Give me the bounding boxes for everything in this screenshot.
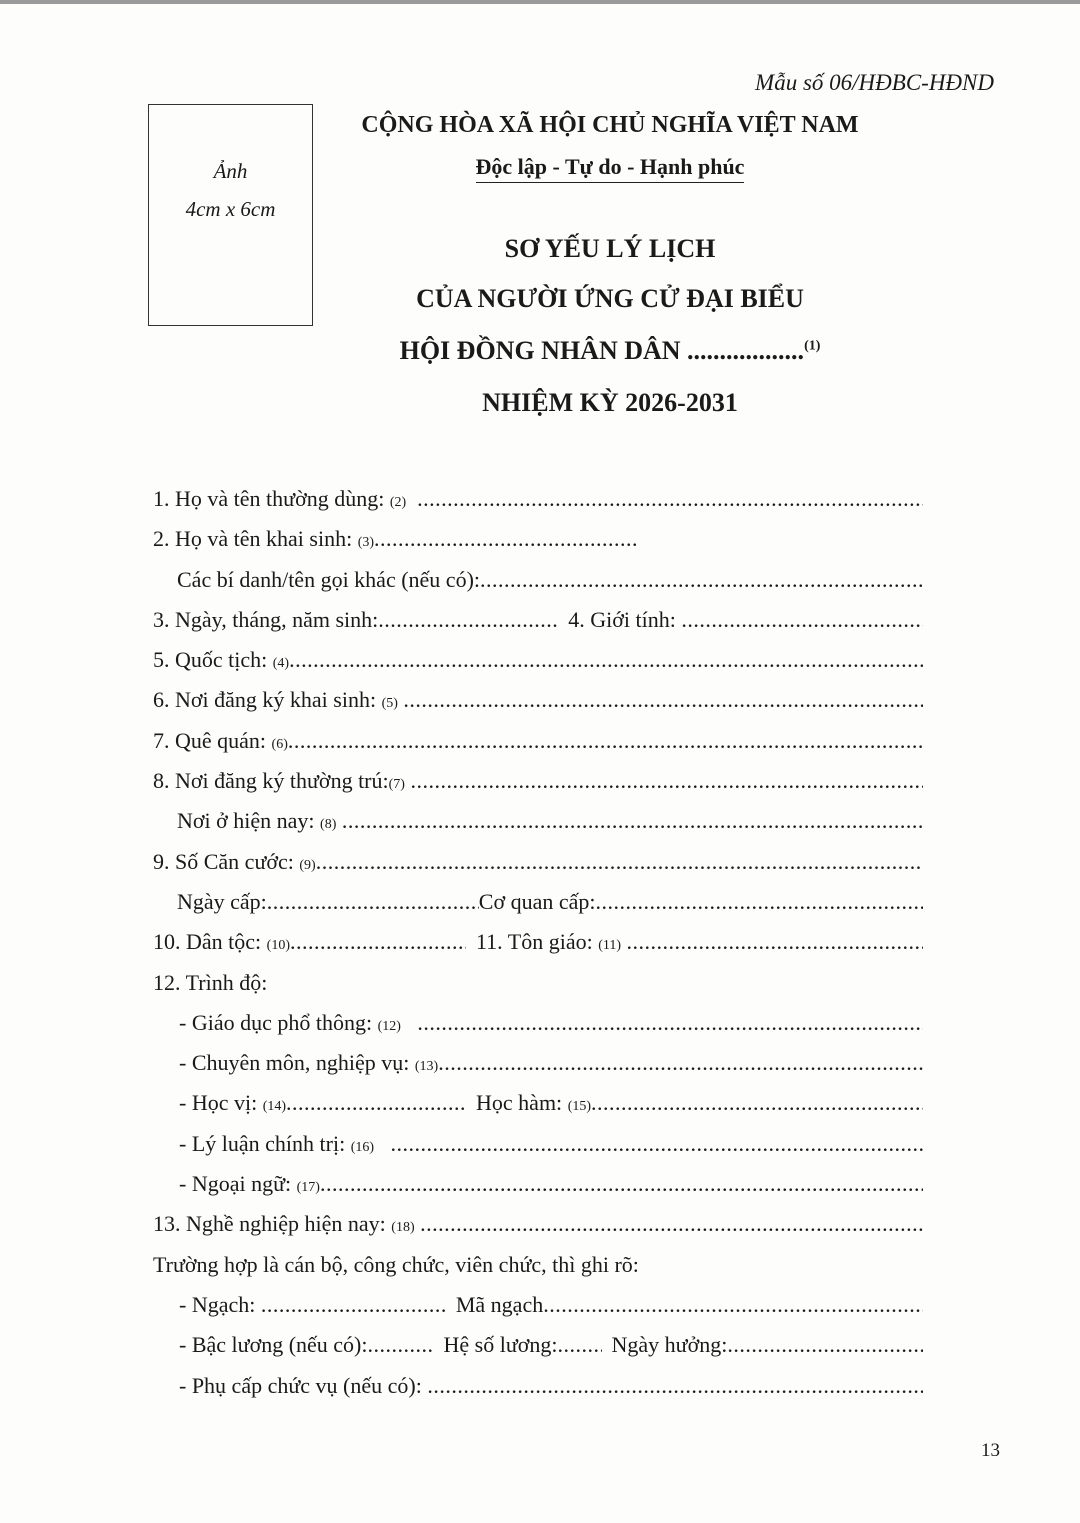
footnote-ref: (1) (804, 338, 821, 354)
field-birth-name: 2. Họ và tên khai sinh: (3) ..... (153, 526, 923, 566)
fill-line[interactable] (427, 1373, 923, 1399)
field-birth-registration: 6. Nơi đăng ký khai sinh: (5) ..... (153, 687, 923, 727)
fill-line[interactable] (591, 1090, 923, 1116)
field-common-name: 1. Họ và tên thường dùng: (2) ..... (153, 486, 923, 526)
salary-coef-label: Hệ số lương: (443, 1332, 558, 1358)
fill-line[interactable] (420, 1211, 923, 1237)
motto (300, 154, 920, 180)
fill-line[interactable] (289, 647, 923, 673)
academic-title-label: Học hàm: (476, 1090, 563, 1116)
fill-line[interactable] (596, 889, 923, 915)
field-nationality: 5. Quốc tịch: (4) ..... (153, 647, 923, 687)
issuer-label: Cơ quan cấp: (478, 888, 596, 914)
fill-line[interactable] (627, 929, 923, 955)
field-degree: - Học vị: (14) ..... Học hàm: (15) ..... (153, 1090, 923, 1130)
fill-line[interactable] (368, 1332, 434, 1358)
fill-line[interactable] (378, 607, 558, 633)
fill-line[interactable] (391, 1131, 923, 1157)
fill-line[interactable] (480, 567, 923, 593)
field-permanent-residence: 8. Nơi đăng ký thường trú: (7) ..... (153, 768, 923, 808)
field-civil-servant-note: Trường hợp là cán bộ, công chức, viên chức, thì ghi rõ: (153, 1251, 639, 1277)
field-professional: - Chuyên môn, nghiệp vụ: (13) ..... (153, 1050, 923, 1090)
fill-line[interactable] (374, 526, 639, 552)
effective-date-label: Ngày hưởng: (611, 1332, 728, 1358)
field-education-heading: 12. Trình độ: (153, 969, 268, 995)
photo-placeholder (148, 104, 313, 326)
fill-line[interactable] (320, 1171, 923, 1197)
doc-title-3 (300, 336, 920, 366)
doc-title-3-text: HỘI ĐỒNG NHÂN DÂN .................. (399, 336, 805, 365)
field-current-residence: Nơi ở hiện nay: (8) ..... (153, 808, 923, 848)
field-salary: - Bậc lương (nếu có): ..... Hệ số lương: ..... Ngày hưởng: ..... (153, 1332, 923, 1372)
fill-line[interactable] (286, 1090, 466, 1116)
field-aliases: Các bí danh/tên gọi khác (nếu có): ..... (153, 567, 923, 607)
nation-heading: CỘNG HÒA XÃ HỘI CHỦ NGHĨA VIỆT NAM (361, 112, 859, 138)
doc-title-4: NHIỆM KỲ 2026-2031 (482, 388, 738, 417)
fill-line[interactable] (410, 768, 923, 794)
fill-line[interactable] (288, 728, 923, 754)
field-rank: - Ngạch: ..... Mã ngạch ..... (153, 1292, 923, 1332)
fill-line[interactable] (417, 1010, 923, 1036)
photo-label: Ảnh (213, 159, 248, 183)
photo-size: 4cm x 6cm (185, 197, 276, 221)
field-general-education: - Giáo dục phổ thông: (12) ..... (153, 1010, 923, 1050)
fill-line[interactable] (261, 1292, 446, 1318)
field-birth-date: 3. Ngày, tháng, năm sinh: ..... 4. Giới tính: ..... (153, 607, 923, 647)
field-occupation: 13. Nghề nghiệp hiện nay: (18) ..... (153, 1211, 923, 1251)
doc-title-1: SƠ YẾU LÝ LỊCH (504, 234, 716, 263)
fill-line[interactable] (558, 1332, 602, 1358)
field-political-theory: - Lý luận chính trị: (16) ..... (153, 1131, 923, 1171)
field-id-number: 9. Số Căn cước: (9) ..... (153, 849, 923, 889)
field-ethnicity-religion: 10. Dân tộc: (10) ..... 11. Tôn giáo: (11) ..... (153, 929, 923, 969)
doc-title-2: CỦA NGƯỜI ỨNG CỬ ĐẠI BIỂU (416, 284, 804, 313)
field-position-allowance: - Phụ cấp chức vụ (nếu có): ..... (153, 1373, 923, 1413)
fill-line[interactable] (417, 486, 923, 512)
fill-line[interactable] (316, 849, 923, 875)
fill-line[interactable] (267, 889, 479, 915)
gender-label: 4. Giới tính: (568, 606, 676, 632)
fill-line[interactable] (403, 687, 923, 713)
bio-form (153, 486, 923, 1413)
fill-line[interactable] (727, 1332, 923, 1358)
motto-text: Độc lập - Tự do - Hạnh phúc (476, 154, 745, 183)
fill-line[interactable] (681, 607, 923, 633)
form-number: Mẫu số 06/HĐBC-HĐND (755, 70, 994, 95)
fill-line[interactable] (342, 808, 923, 834)
page-number: 13 (981, 1440, 1000, 1461)
fill-line[interactable] (438, 1050, 923, 1076)
fill-line[interactable] (543, 1292, 923, 1318)
field-hometown: 7. Quê quán: (6) ..... (153, 728, 923, 768)
field-id-issue: Ngày cấp: ..... Cơ quan cấp: ..... (153, 889, 923, 929)
scan-edge (0, 0, 1080, 4)
religion-label: 11. Tôn giáo: (475, 929, 593, 955)
fill-line[interactable] (290, 929, 466, 955)
field-foreign-language: - Ngoại ngữ: (17) ..... (153, 1171, 923, 1211)
rank-code-label: Mã ngạch (455, 1291, 544, 1317)
